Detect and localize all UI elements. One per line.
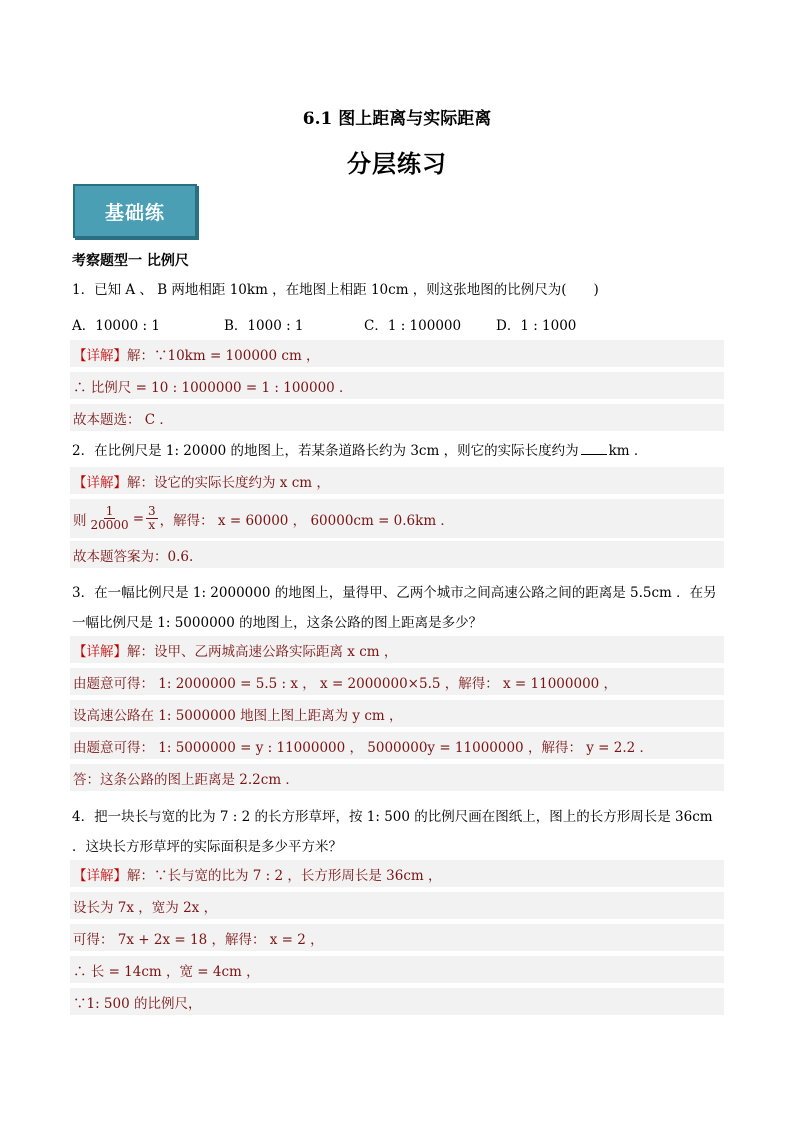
solution-text: 设长为 7x ，宽为 2x ， <box>73 899 218 916</box>
question-2-unit: km ． <box>608 443 648 459</box>
solution-text: ∵1: 500 的比例尺， <box>73 995 202 1012</box>
solution-text: 故本题答案为：0.6. <box>73 548 194 565</box>
question-2-text: 2．在比例尺是 1: 20000 的地图上，若某条道路长约为 3cm ，则它的实际长度约为 <box>72 443 579 459</box>
fraction-numerator: 1 <box>105 504 114 518</box>
fraction-denominator: 20000 <box>90 518 129 532</box>
solution-text: 解：设甲、乙两城高速公路实际距离 x cm ， <box>127 643 398 660</box>
solution-line <box>70 956 724 984</box>
detail-tag: 【详解】 <box>73 474 127 491</box>
detail-tag: 【详解】 <box>73 347 127 364</box>
solution-line <box>70 467 724 495</box>
solution-text: 可得： 7x + 2x = 18 ，解得： x = 2 ， <box>73 931 324 948</box>
equals-sign: = <box>132 510 144 527</box>
solution-text: 解：∵长与宽的比为 7 : 2 ，长方形周长是 36cm ， <box>127 867 442 884</box>
solution-line <box>70 636 724 664</box>
document-title: 6.1 图上距离与实际距离 <box>302 109 492 129</box>
question-2 <box>72 442 724 460</box>
solution-line <box>70 404 724 432</box>
solution-line <box>70 988 724 1016</box>
solution-line <box>70 372 724 400</box>
section-title: 考察题型一 比例尺 <box>72 253 189 269</box>
solution-text: 则 <box>73 512 87 529</box>
solution-line <box>70 340 724 368</box>
option-a: A．10000 : 1 <box>72 318 160 334</box>
solution-line <box>70 541 724 569</box>
solution-line <box>70 860 724 888</box>
question-3: 3．在一幅比例尺是 1: 2000000 的地图上，量得甲、乙两个城市之间高速公路之间的距离是 5.5cm ．在另一幅比例尺是 1: 5000000 的地图上，这条公路的图上距离是多少？ <box>72 585 717 631</box>
solution-line <box>70 700 724 728</box>
solution-text: 设高速公路在 1: 5000000 地图上图上距离为 y cm ， <box>73 707 403 724</box>
fraction-denominator: x <box>148 518 156 532</box>
solution-text: 答：这条公路的图上距离是 2.2cm ． <box>73 771 299 788</box>
document-subtitle: 分层练习 <box>347 149 447 178</box>
solution-text: 解：设它的实际长度约为 x cm ， <box>127 474 330 491</box>
answer-blank <box>581 442 607 455</box>
question-1: 1．已知 A 、 B 两地相距 10km ，在地图上相距 10cm ，则这张地图的比例尺为( ) <box>72 282 599 298</box>
option-d: D．1 : 1000 <box>496 318 577 334</box>
solution-text: 解：∵10km = 100000 cm ， <box>127 347 320 364</box>
solution-line <box>70 924 724 952</box>
solution-text: ，解得： x = 60000 ， 60000cm = 0.6km ． <box>159 512 454 529</box>
option-b: B．1000 : 1 <box>224 318 304 334</box>
solution-text: ∴ 比例尺 = 10 : 1000000 = 1 : 100000 ． <box>73 379 353 396</box>
solution-line <box>70 732 724 760</box>
fraction-numerator: 3 <box>148 504 156 518</box>
level-badge <box>73 184 197 238</box>
detail-tag: 【详解】 <box>73 643 127 660</box>
level-badge-label: 基础练 <box>104 201 165 224</box>
solution-text: 由题意可得： 1: 2000000 = 5.5 : x ， x = 2000000×5.5 ，解得： x = 11000000 ， <box>73 675 618 692</box>
solution-text: 故本题选： C ． <box>73 411 173 428</box>
fraction <box>89 505 131 532</box>
option-c: C．1 : 100000 <box>364 318 462 334</box>
question-4: 4．把一块长与宽的比为 7 : 2 的长方形草坪，按 1: 500 的比例尺画在图纸上，图上的长方形周长是 36cm ．这块长方形草坪的实际面积是多少平方米？ <box>72 809 713 855</box>
fraction <box>146 505 158 532</box>
solution-line <box>70 499 724 539</box>
solution-text: ∴ 长 = 14cm ，宽 = 4cm ， <box>73 963 260 980</box>
solution-line <box>70 892 724 920</box>
solution-line <box>70 764 724 792</box>
solution-line <box>70 668 724 696</box>
solution-text: 由题意可得： 1: 5000000 = y : 11000000 ， 5000000y = 11000000 ，解得： y = 2.2 ． <box>73 739 654 756</box>
detail-tag: 【详解】 <box>73 867 127 884</box>
